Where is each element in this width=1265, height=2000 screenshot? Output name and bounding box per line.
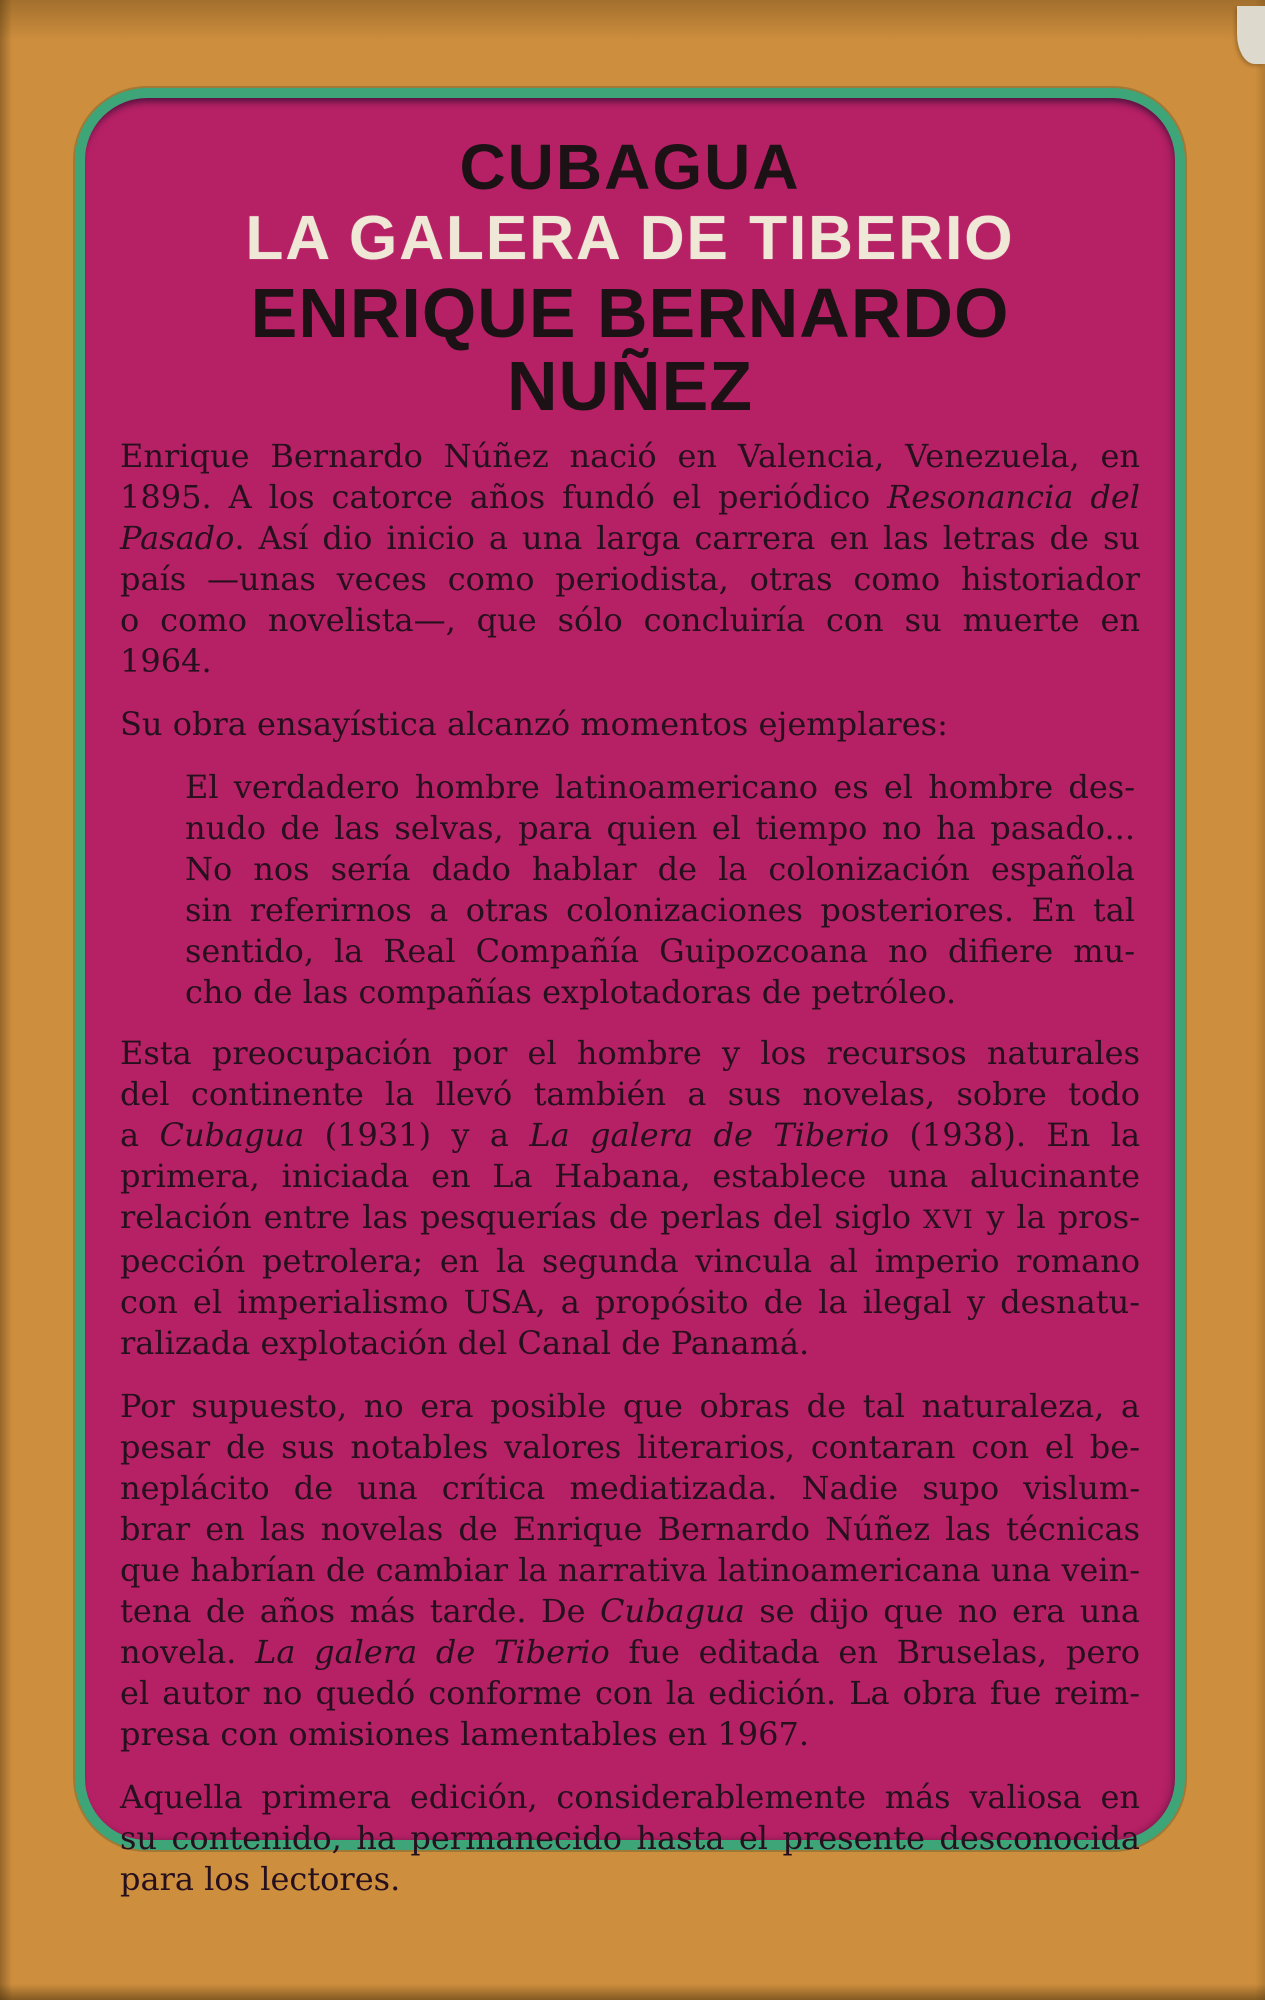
text-line: ralizada explotación del Canal de Panamá.	[120, 1323, 810, 1362]
text-line: el autor no quedó conforme con la edición. La obra fue reim-	[120, 1673, 1140, 1712]
text-line: 1895. A los catorce años fundó el periódico Resonancia del	[120, 477, 1141, 516]
text-line: relación entre las pesquerías de perlas del siglo XVI y la pros-	[120, 1197, 1141, 1236]
text-line: nudo de las selvas, para quien el tiempo no ha pasado...	[185, 808, 1135, 847]
title-cubagua: CUBAGUA	[459, 131, 801, 203]
text-line: pección petrolera; en la segunda vincula al imperio romano	[120, 1241, 1140, 1280]
bio-paragraph	[120, 1777, 1140, 1900]
text-line: con el imperialismo USA, a propósito de la ilegal y desnatu-	[120, 1282, 1140, 1321]
text-line: brar en las novelas de Enrique Bernardo Núñez las técnicas	[120, 1509, 1140, 1548]
bio-paragraph	[120, 1033, 1140, 1364]
text-line: sin referirnos a otras colonizaciones posteriores. En tal	[185, 890, 1135, 929]
text-line: Pasado. Así dio inicio a una larga carrera en las letras de su	[120, 518, 1140, 557]
text-line: 1964.	[120, 641, 212, 680]
text-line: país —unas veces como periodista, otras como historiador	[120, 559, 1140, 598]
text-line: Su obra ensayística alcanzó momentos ejemplares:	[120, 704, 948, 743]
cover-panel	[75, 88, 1185, 1898]
text-line: del continente la llevó también a sus novelas, sobre todo	[120, 1074, 1140, 1113]
text-line: Por supuesto, no era posible que obras de tal naturaleza, a	[120, 1386, 1140, 1425]
bio-paragraph	[120, 704, 1140, 745]
text-line: Esta preocupación por el hombre y los recursos naturales	[120, 1033, 1140, 1072]
text-line: su contenido, ha permanecido hasta el presente desconocida	[120, 1818, 1140, 1857]
text-line: para los lectores.	[120, 1859, 401, 1898]
text-line: Enrique Bernardo Núñez nació en Valencia, Venezuela, en	[120, 436, 1140, 475]
quote-block	[185, 767, 1140, 1013]
biography-text	[120, 436, 1140, 1900]
text-line: presa con omisiones lamentables en 1967.	[120, 1714, 809, 1753]
text-line: o como novelista—, que sólo concluiría con su muerte en	[120, 600, 1140, 639]
text-line: Aquella primera edición, considerablemente más valiosa en	[120, 1777, 1140, 1816]
title-author-name: ENRIQUE BERNARDO NUÑEZ	[250, 274, 1010, 425]
text-line: El verdadero hombre latinoamericano es el hombre des-	[185, 767, 1135, 806]
text-line: a Cubagua (1931) y a La galera de Tiberio (1938). En la	[120, 1115, 1141, 1154]
title-la-galera-de-tiberio: LA GALERA DE TIBERIO	[245, 203, 1015, 273]
text-line: pesar de sus notables valores literarios, contaran con el be-	[120, 1427, 1140, 1466]
worn-corner-chip	[1237, 6, 1265, 64]
text-line: neplácito de una crítica mediatizada. Nadie supo vislum-	[120, 1468, 1140, 1507]
text-line: novela. La galera de Tiberio fue editada en Bruselas, pero	[120, 1632, 1141, 1671]
text-line: sentido, la Real Compañía Guipozcoana no difiere mu-	[185, 931, 1135, 970]
text-line: No nos sería dado hablar de la colonización española	[185, 849, 1135, 888]
text-line: cho de las compañías explotadoras de petróleo.	[185, 972, 957, 1011]
bio-paragraph	[120, 436, 1140, 682]
text-line: que habrían de cambiar la narrativa latinoamericana una vein-	[120, 1550, 1140, 1589]
text-line: primera, iniciada en La Habana, establece una alucinante	[120, 1156, 1140, 1195]
text-line: tena de años más tarde. De Cubagua se dijo que no era una	[120, 1591, 1141, 1630]
bio-paragraph	[120, 1386, 1140, 1755]
